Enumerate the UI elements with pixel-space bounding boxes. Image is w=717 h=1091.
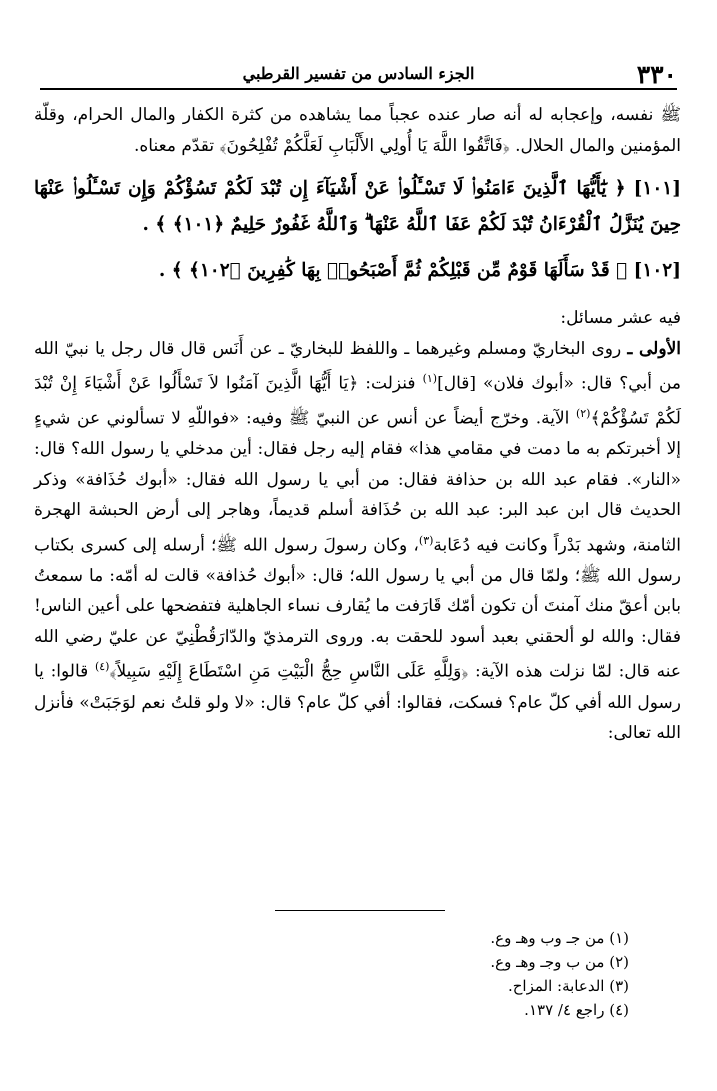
footnotes-list <box>120 926 629 1022</box>
footnote-item: (٢) من ب وجـ وهـ وع. <box>490 953 629 971</box>
footnote-item: (٣) الدعابة: المزاح. <box>507 977 629 995</box>
paragraph-part-b: فنزلت: ﴿يَا أَيُّهَا الَّذِينَ آمَنُوا لاَ تَسْأَلُوا عَنْ أَشْيَاءَ إِنْ تُبْدَ لَكُمْ تَسُؤْكُمْ﴾ <box>34 373 681 429</box>
footnote-ref-2: (٢) <box>575 407 591 421</box>
footnote-ref-1: (١) <box>422 372 438 385</box>
verse-block <box>34 171 681 289</box>
footnote-item: (١) من جـ وب وهـ وع. <box>490 929 629 947</box>
paragraph-part-c: الآية. وخرّج أيضاً عن أنس عن النبيّ ﷺ وفيه: «فواللّهِ لا تسألوني عن شيءٍ إلا أخبرتكم به ما دمت في مقامي هذا» فقام إليه رجل فقال: أين مدخلي يا رسول الله؟ قال: «النار». فقام عبد الله بن حذافة فقال: من أبي يا رسول الله فقال: «أبوك حُذَافة» وذكر الحديث قال ابن عبد البر: عبد الله بن حُذَافة أسلم قديماً، وهاجر إلى أرض الحبشة الهجرة الثامنة، وشهد بَدْراً وكانت فيه دُعَابة <box>34 408 681 556</box>
footnote-item: (٤) راجع ٤/ ١٣٧. <box>524 1001 629 1019</box>
footnote-ref-4: (٤) <box>94 660 110 674</box>
paragraph-part-e: قالوا: يا رسول الله أفي كلّ عام؟ فسكت، فقالوا: أفي كلّ عام؟ قال: «لا ولو قلتُ نعم لوَجَبَتْ» فأنزل الله تعالى: <box>34 662 681 744</box>
intro-paragraph: ﷺ نفسه، وإعجابه له أنه صار عنده عجباً مما يشاهده من كثرة الكفار والمال الحرام، وقلّة المؤمنين والمال الحلال. ﴿فَاتَّقُوا اللَّهَ يَا أُولِي الأَلْبَابِ لَعَلَّكُمْ تُفْلِحُونَ﴾ تقدّم معناه. <box>34 105 681 156</box>
footnote-divider <box>275 910 445 911</box>
page-header <box>40 58 677 90</box>
footnote-ref-3: (٣) <box>418 533 434 547</box>
verse-102: [١٠٢] ﴿ قَدْ سَأَلَهَا قَوْمٌ مِّن قَبْلِكُمْ ثُمَّ أَصْبَحُوا۟ بِهَا كَٰفِرِينَ ﴿١٠٢﴾ ﴾ . <box>158 260 681 281</box>
verse-101: [١٠١] ﴿ يَٰٓأَيُّهَا ٱلَّذِينَ ءَامَنُوا۟ لَا تَسْـَٔلُوا۟ عَنْ أَشْيَآءَ إِن تُبْدَ لَكُمْ تَسُؤْكُمْ وَإِن تَسْـَٔلُوا۟ عَنْهَا حِينَ يُنَزَّلُ ٱلْقُرْءَانُ تُبْدَ لَكُمْ عَفَا ٱللَّهُ عَنْهَا ۗ وَٱللَّهُ غَفُورٌ حَلِيمٌ ﴿١٠١﴾ ﴾ . <box>34 178 681 235</box>
section-heading: فيه عشر مسائل: <box>560 308 681 328</box>
paragraph-part-a: روى البخاريّ ومسلم وغيرهما ـ واللفظ للبخاريّ ـ عن أَنَس قال قال رجل يا نبيّ الله من أبي؟ قال: «أبوك فلان» [قال] <box>34 338 681 394</box>
paragraph-part-d: ، وكان رسولَ رسول الله ﷺ؛ أرسله إلى كسرى بكتاب رسول الله ﷺ؛ ولمّا قال من أبي يا رسول الله؛ قال: «أبوك حُذافة» قالت له أمّه: ما سمعتُ بابن أعقّ منك آمنتَ أن تكون أمّك قَارَفت ما يُقارف نساء الجاهلية فتفضحها على أعين الناس! فقال: والله لو ألحقني بعبد أسود للحقت به. وروى الترمذيّ والدّارَقُطْنِيّ عن عليّ رضي الله عنه قال: لمّا نزلت هذه الآية: ﴿وَلِلَّهِ عَلَى النَّاسِ حِجُّ الْبَيْتِ مَنِ اسْتَطَاعَ إِلَيْهِ سَبِيلاً﴾ <box>34 535 681 683</box>
main-text <box>34 100 681 749</box>
masala-first-paragraph <box>34 334 681 749</box>
running-title: الجزء السادس من تفسير القرطبي <box>242 64 475 83</box>
masala-first-label: الأولى ـ <box>627 338 681 359</box>
page-number: ٣٣٠ <box>636 60 677 89</box>
